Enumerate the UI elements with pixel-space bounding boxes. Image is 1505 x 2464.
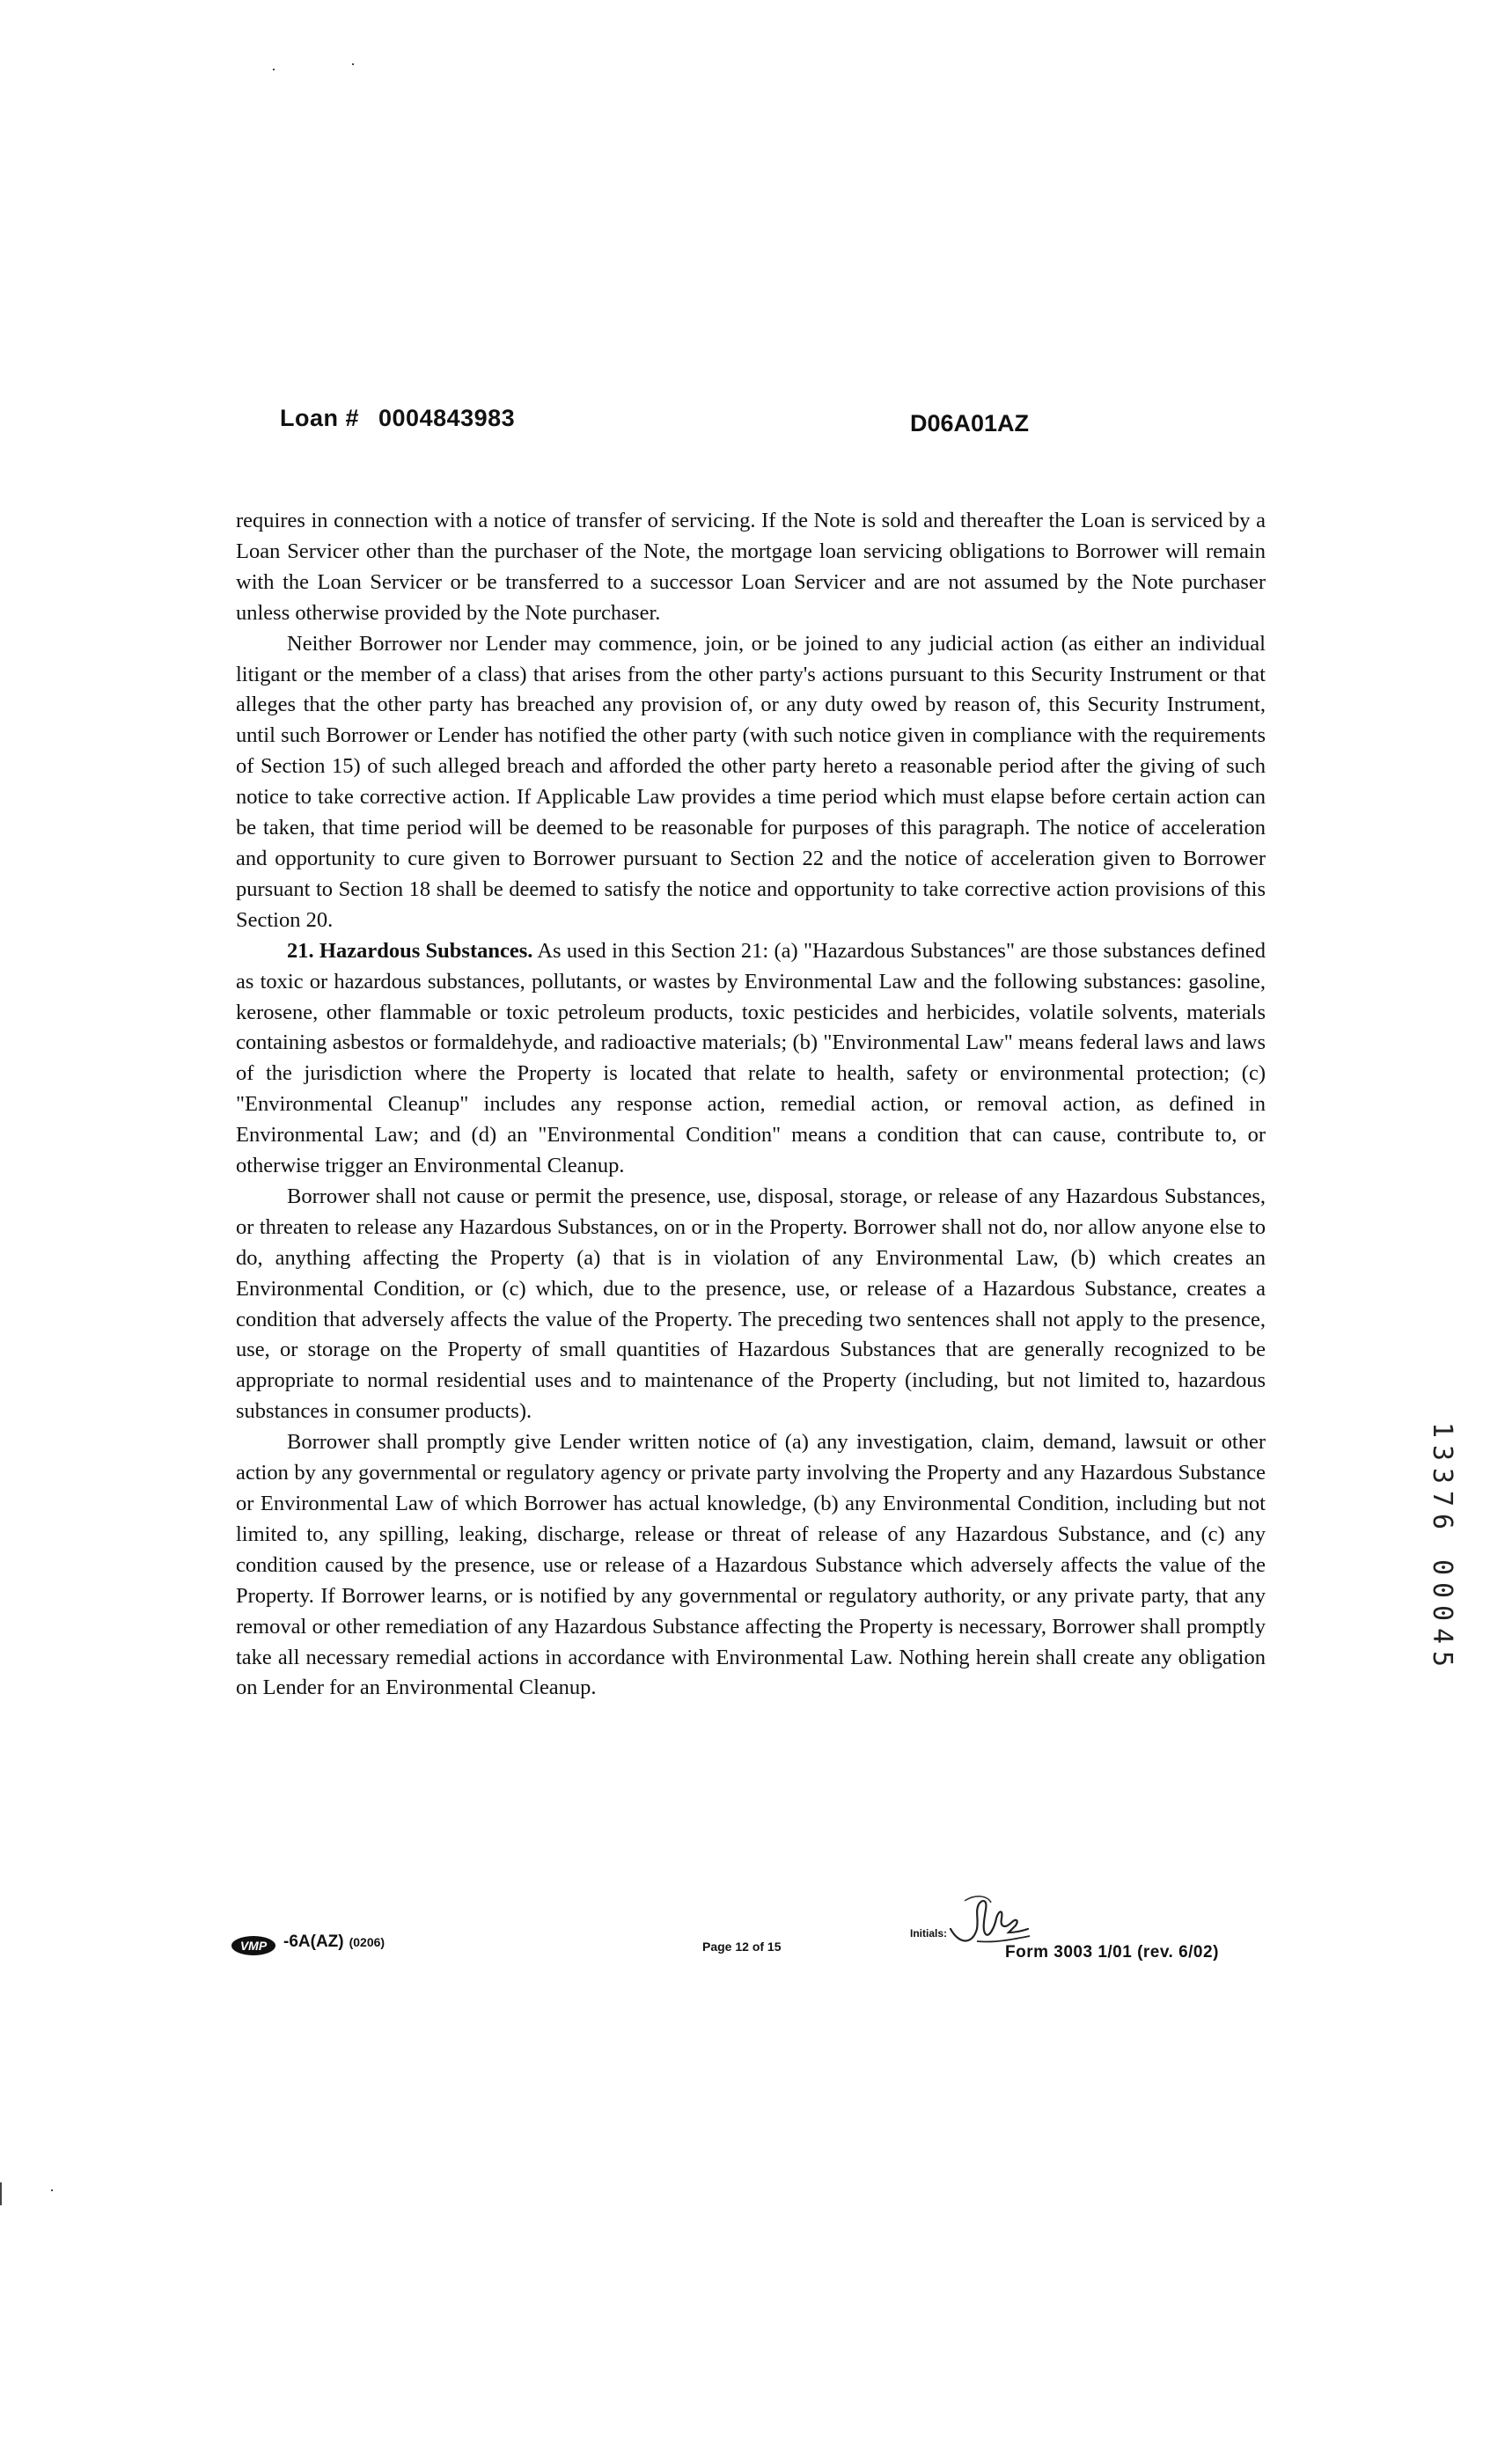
stamp-digit: 0 bbox=[1427, 1581, 1457, 1599]
recording-stamp-vertical bbox=[1426, 1419, 1457, 1670]
document-code: D06A01AZ bbox=[910, 410, 1030, 436]
stamp-digit: 6 bbox=[1427, 1513, 1457, 1530]
scan-artifact bbox=[273, 69, 275, 70]
stamp-digit: 3 bbox=[1427, 1444, 1457, 1462]
paragraph-notice-to-lender: Borrower shall promptly give Lender written notice of (a) any investigation, claim, demand, lawsuit or other action by any governmental or regulatory agency or private party involving the Property and any Hazardous Substance or Environmental Law of which Borrower has actual knowledge, (b) any Environmental Condition, including but not limited to, any spilling, leaking, discharge, release or threat of release of any Hazardous Substance, and (c) any condition caused by the presence, use or release of a Hazardous Substance which adversely affects the value of the Property. If Borrower learns, or is notified by any governmental or regulatory authority, or any private party, that any removal or other remediation of any Hazardous Substance affecting the Property is necessary, Borrower shall promptly take all necessary remedial actions in accordance with Environmental Law. Nothing herein shall create any obligation on Lender for an Environmental Cleanup. bbox=[236, 1430, 1266, 1700]
paragraph-judicial-action: Neither Borrower nor Lender may commence, join, or be joined to any judicial action (as either an individual litigant or the member of a class) that arises from the other party's actions pursuant to this Security Instrument or that alleges that the other party has breached any provision of, or any duty owed by reason of, this Security Instrument, until such Borrower or Lender has notified the other party (with such notice given in compliance with the requirements of Section 15) of such alleged breach and afforded the other party hereto a reasonable period after the giving of such notice to take corrective action. If Applicable Law provides a time period which must elapse before certain action can be taken, that time period will be deemed to be reasonable for purposes of this paragraph. The notice of acceleration and opportunity to cure given to Borrower pursuant to Section 22 and the notice of acceleration given to Borrower pursuant to Section 18 shall be deemed to satisfy the notice and opportunity to take corrective action provisions of this Section 20. bbox=[236, 631, 1266, 932]
stamp-digit: 1 bbox=[1427, 1421, 1457, 1439]
loan-label: Loan # bbox=[280, 405, 360, 431]
stamp-digit: 7 bbox=[1427, 1490, 1457, 1507]
scan-artifact bbox=[0, 2182, 2, 2205]
stamp-digit: 3 bbox=[1427, 1467, 1457, 1485]
section-21-definitions: As used in this Section 21: (a) "Hazardous Substances" are those substances defined as toxic or hazardous substances, pollutants, or wastes by Environmental Law and the following substances: gasoline, kerosene, other flammable or toxic petroleum products, toxic pesticides and herbicides, volatile solvents, materials containing asbestos or formaldehyde, and radioactive materials; (b) "Environmental Law" means federal laws and laws of the jurisdiction where the Property is located that relate to health, safety or environmental protection; (c) "Environmental Cleanup" includes any response action, remedial action, or removal action, as defined in Environmental Law; and (d) an "Environmental Condition" means a condition that can cause, contribute to, or otherwise trigger an Environmental Cleanup. bbox=[236, 938, 1266, 1178]
initials-label: Initials: bbox=[910, 1927, 948, 1940]
stamp-digit: 4 bbox=[1427, 1627, 1457, 1645]
scan-artifact bbox=[51, 2189, 53, 2191]
document-body bbox=[236, 506, 1266, 1704]
stamp-digit: 0 bbox=[1427, 1558, 1457, 1576]
vmp-logo-icon bbox=[231, 1934, 278, 1957]
form-number: Form 3003 1/01 (rev. 6/02) bbox=[1005, 1943, 1219, 1962]
section-21-heading: 21. Hazardous Substances. bbox=[287, 938, 533, 963]
form-identifier bbox=[283, 1932, 385, 1952]
paragraph-servicing: requires in connection with a notice of transfer of servicing. If the Note is sold and thereafter the Loan is serviced by a Loan Servicer other than the purchaser of the Note, the mortgage loan servicing obligations to Borrower will remain with the Loan Servicer or be transferred to a successor Loan Servicer and are not assumed by the Note purchaser unless otherwise provided by the Note purchaser. bbox=[236, 509, 1266, 625]
page-number: Page 12 of 15 bbox=[702, 1940, 782, 1954]
stamp-digit: 0 bbox=[1427, 1604, 1457, 1622]
paragraph-presence-of-substances: Borrower shall not cause or permit the presence, use, disposal, storage, or release of any Hazardous Substances, or threaten to release any Hazardous Substances, on or in the Property. Borrower shall not do, nor allow anyone else to do, anything affecting the Property (a) that is in violation of any Environmental Law, (b) which creates an Environmental Condition, or (c) which, due to the presence, use, or release of a Hazardous Substance, creates a condition that adversely affects the value of the Property. The preceding two sentences shall not apply to the presence, use, or storage on the Property of small quantities of Hazardous Substances that are generally recognized to be appropriate to normal residential uses and to maintenance of the Property (including, but not limited to, hazardous substances in consumer products). bbox=[236, 1184, 1266, 1424]
paragraph-section-21 bbox=[236, 936, 1266, 1182]
scan-artifact bbox=[352, 63, 354, 65]
logo-text: VMP bbox=[239, 1939, 268, 1953]
form-id-main: -6A(AZ) bbox=[283, 1932, 344, 1951]
stamp-digit: 5 bbox=[1427, 1650, 1457, 1668]
page-footer bbox=[0, 1927, 1505, 1980]
loan-number: 0004843983 bbox=[378, 405, 516, 431]
loan-number-header bbox=[280, 405, 515, 432]
form-id-code: (0206) bbox=[349, 1935, 385, 1949]
